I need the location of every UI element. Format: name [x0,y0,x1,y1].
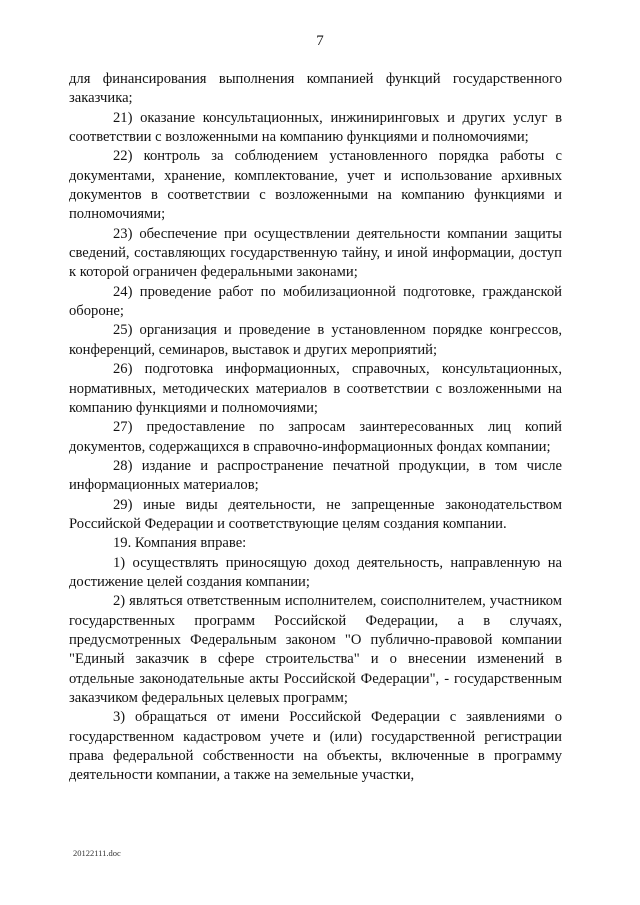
paragraph-right-2: 2) являться ответственным исполнителем, соисполнителем, участником государственных программ Российской Федерации, а в случаях, предусмотренных Федеральным законом "О публично-правовой компании "Единый заказчик в сфере строительства" и о внесении изменений в отдельные законодательные акты Российской Федерации", - государственным заказчиком федеральных целевых программ; [69,593,562,706]
footer-filename: 20122111.doc [73,848,121,858]
paragraph-continuation: для финансирования выполнения компанией функций государственного заказчика; [69,71,562,107]
page-number: 7 [316,33,324,49]
paragraph-item-21: 21) оказание консультационных, инжиниринговых и других услуг в соответствии с возложенными на компанию функциями и полномочиями; [69,109,562,146]
document-body [69,70,562,786]
paragraph-item-22: 22) контроль за соблюдением установленного порядка работы с документами, хранение, комплектование, учет и использование архивных документов в соответствии с возложенными на компанию функциями и полномочиями; [69,148,562,223]
paragraph-right-3: 3) обращаться от имени Российской Федерации с заявлениями о государственном кадастровом учете и (или) государственной регистрации права федеральной собственности на объекты, включенные в программу деятельности компании, а также на земельные участки, [69,709,562,784]
section-19-heading: 19. Компания вправе: [113,535,247,552]
paragraph-right-1: 1) осуществлять приносящую доход деятельность, направленную на достижение целей создания компании; [69,554,562,590]
paragraph-item-28: 28) издание и распространение печатной продукции, в том числе информационных материалов; [69,457,562,494]
paragraph-item-25: 25) организация и проведение в установленном порядке конгрессов, конференций, семинаров, выставок и других мероприятий; [69,322,562,358]
paragraph-item-23: 23) обеспечение при осуществлении деятельности компании защиты сведений, составляющих государственную тайну, и иной информации, доступ к которой ограничен федеральными законами; [69,225,562,281]
paragraph-item-24: 24) проведение работ по мобилизационной подготовке, гражданской обороне; [69,283,562,320]
paragraph-item-27: 27) предоставление по запросам заинтересованных лиц копий документов, содержащихся в справочно-информационных фондах компании; [69,419,562,455]
paragraph-item-29: 29) иные виды деятельности, не запрещенные законодательством Российской Федерации и соответствующие целям создания компании. [69,496,562,532]
paragraph-item-26: 26) подготовка информационных, справочных, консультационных, нормативных, методических материалов в соответствии с возложенными на компанию функциями и полномочиями; [69,361,562,416]
